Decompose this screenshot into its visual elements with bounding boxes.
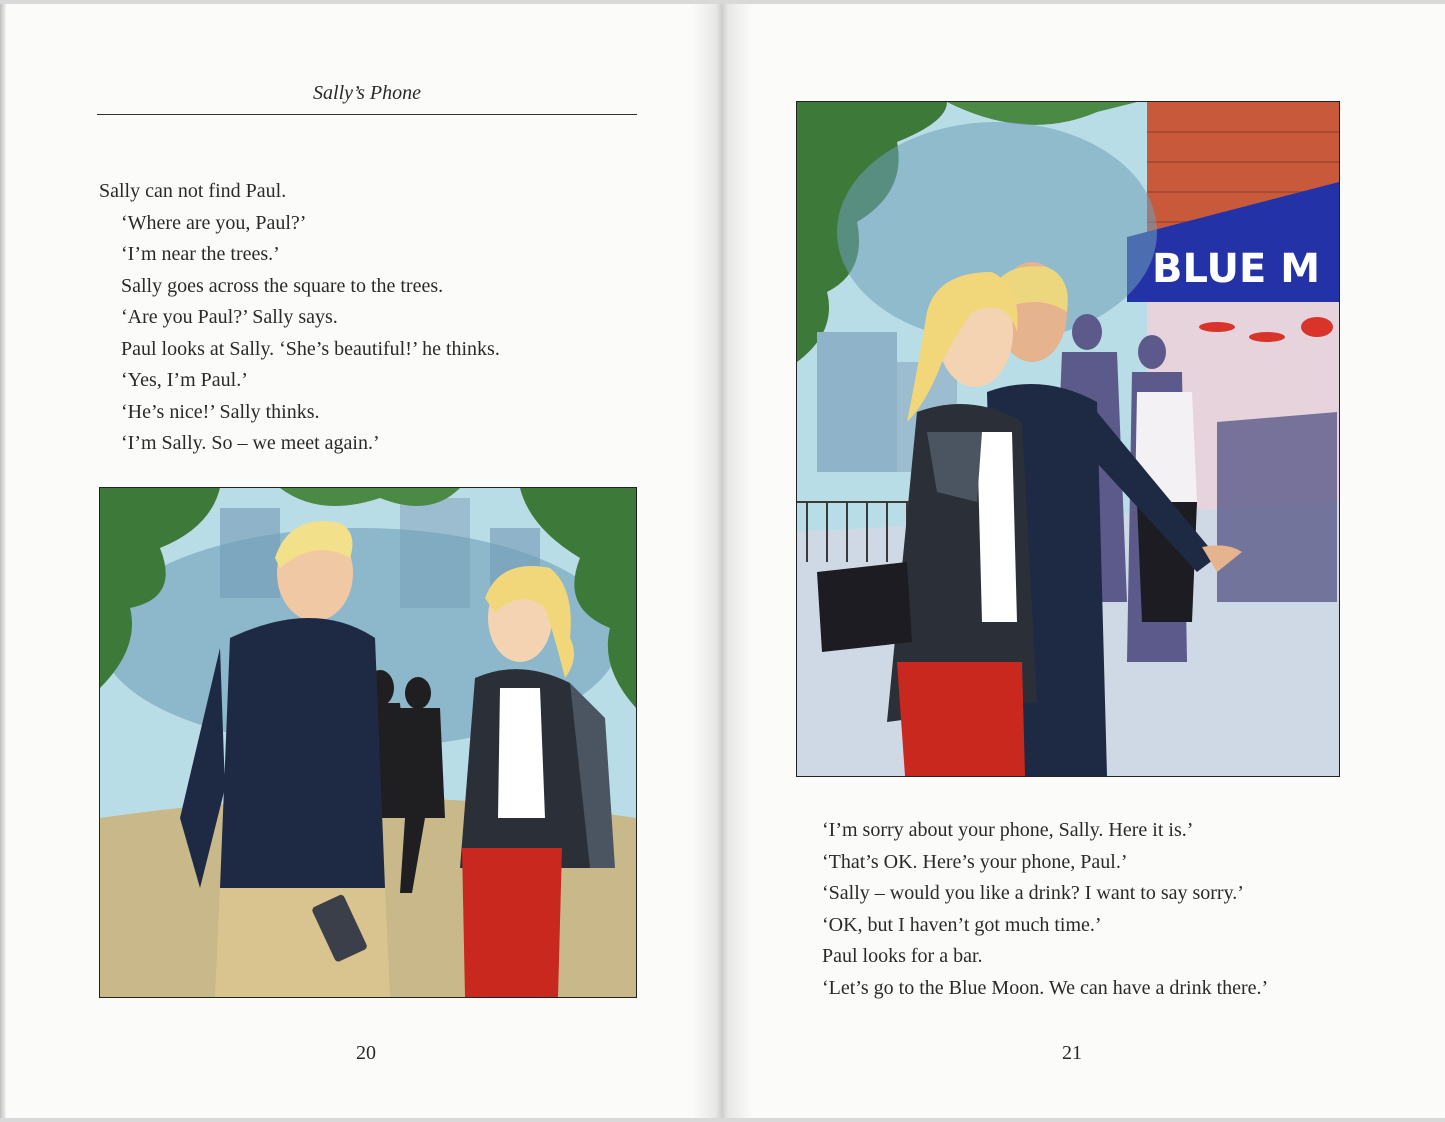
text-line: ‘He’s nice!’ Sally thinks. [121,400,320,423]
text-line: ‘I’m near the trees.’ [121,243,280,265]
right-page-text [822,815,1268,1004]
header-rule [97,114,637,115]
text-line: ‘Sally – would you like a drink? I want to say sorry.’ [822,882,1244,904]
illustration-blue-moon [796,101,1340,777]
illustration-sally-meets-paul [99,487,637,998]
page-edge [0,4,6,1118]
left-page-text [99,176,500,460]
page-number-left: 20 [356,1042,376,1064]
text-line: ‘Yes, I’m Paul.’ [121,369,248,391]
text-line: ‘Let’s go to the Blue Moon. We can have a drink there.’ [822,976,1269,999]
text-line: Paul looks for a bar. [822,945,983,967]
right-page [722,4,1445,1118]
text-line: Sally can not find Paul. [99,180,287,202]
sign-text: BLUE M [1152,246,1321,292]
text-line: Sally goes across the square to the trees. [121,274,444,297]
text-line: ‘OK, but I haven’t got much time.’ [822,913,1102,936]
text-line: ‘I’m sorry about your phone, Sally. Here it is.’ [822,819,1194,841]
page-number-right: 21 [1062,1042,1082,1064]
text-line: Paul looks at Sally. ‘She’s beautiful!’ he thinks. [121,337,500,360]
running-head: Sally’s Phone [313,82,421,104]
left-page [0,4,722,1118]
illustration-art [100,488,636,997]
text-line: ‘Are you Paul?’ Sally says. [121,306,338,328]
text-line: ‘I’m Sally. So – we meet again.’ [121,432,380,454]
text-line: ‘Where are you, Paul?’ [121,211,307,234]
text-line: ‘That’s OK. Here’s your phone, Paul.’ [822,850,1128,873]
illustration-art [797,102,1339,776]
